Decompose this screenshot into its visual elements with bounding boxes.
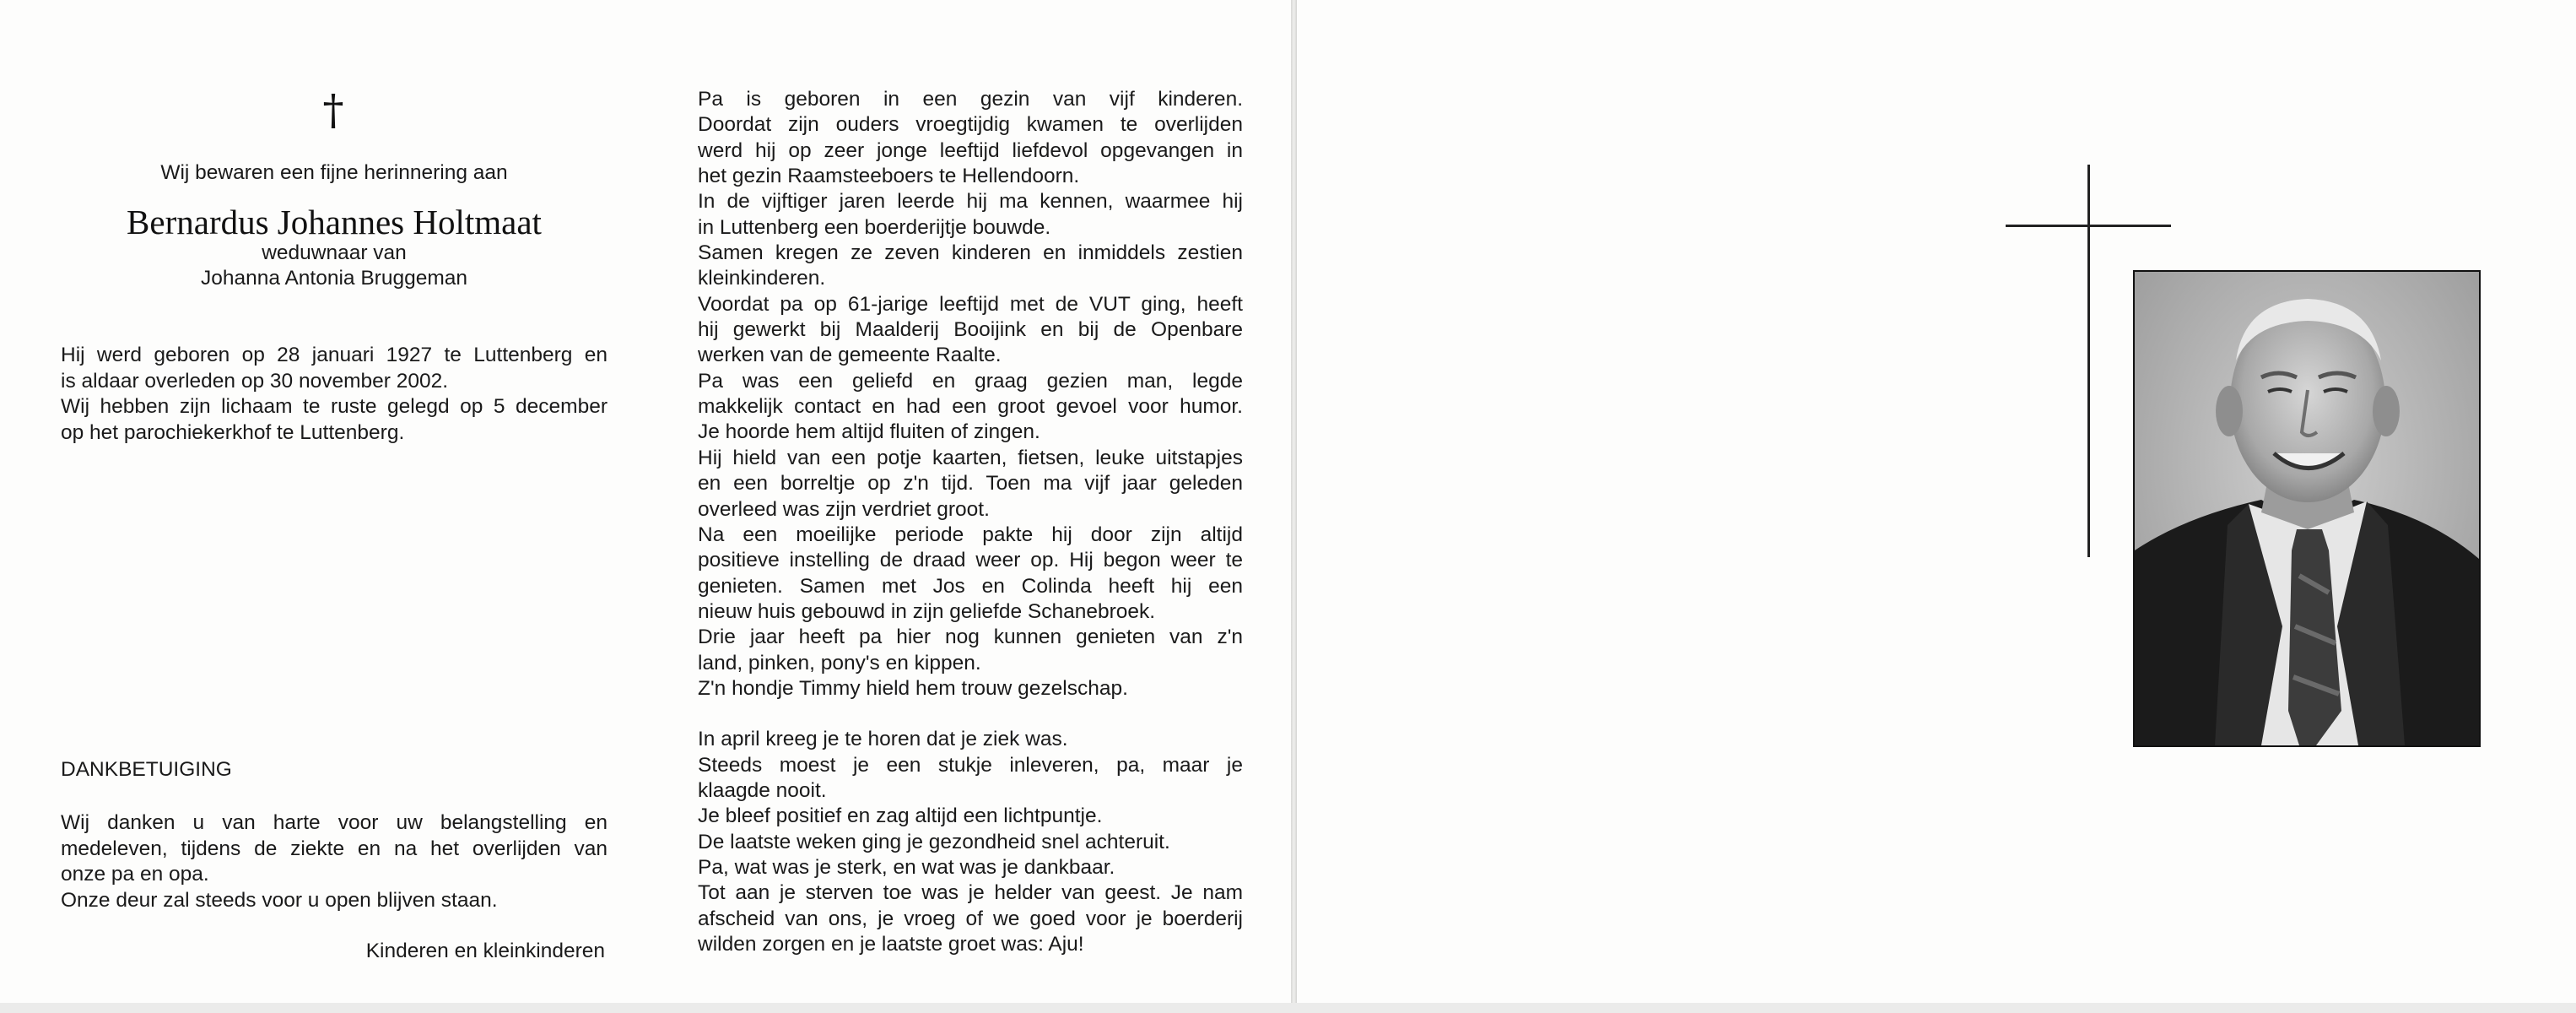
bio-line: makkelijk contact en had een groot gevoel voor humor. [698, 395, 1243, 419]
birth-line: is aldaar overleden op 30 november 2002. [61, 369, 449, 393]
bio-line: Hij hield van een potje kaarten, fietsen, leuke uitstapjes [698, 446, 1243, 469]
farewell-line: Pa, wat was je sterk, en wat was je dankbaar. [698, 855, 1115, 879]
thanks-line: Onze deur zal steeds voor u open blijven staan. [61, 888, 498, 912]
bio-line: werken van de gemeente Raalte. [698, 344, 1002, 367]
thanks-heading: DANKBETUIGING [61, 758, 232, 781]
bio-line: Samen kregen ze zeven kinderen en inmiddels zestien [698, 241, 1243, 265]
page-fold [1291, 0, 1297, 1013]
thanks-line: onze pa en opa. [61, 863, 209, 886]
farewell-line: In april kreeg je te horen dat je ziek was. [698, 728, 1068, 751]
bottom-edge [0, 1003, 2576, 1013]
bio-line: genieten. Samen met Jos en Colinda heeft hij een [698, 574, 1243, 598]
deceased-name: Bernardus Johannes Holtmaat [127, 203, 542, 241]
bio-line: Pa is geboren in een gezin van vijf kinderen. [698, 88, 1243, 111]
farewell-line: afscheid van ons, je vroeg of we goed voor je boerderij [698, 907, 1243, 930]
bio-line: Z'n hondje Timmy hield hem trouw gezelschap. [698, 676, 1128, 700]
bio-line: Drie jaar heeft pa hier nog kunnen genieten van z'n [698, 626, 1243, 649]
farewell-line: Steeds moest je een stukje inleveren, pa, maar je [698, 753, 1243, 777]
portrait-photo [2133, 270, 2481, 747]
spouse-prefix: weduwnaar van [262, 241, 407, 264]
bio-line: hij gewerkt bij Maalderij Booijink en bij de Openbare [698, 318, 1243, 342]
spouse-name: Johanna Antonia Bruggeman [200, 267, 468, 290]
birth-line: Hij werd geboren op 28 januari 1927 te Luttenberg en [61, 344, 608, 366]
bio-line: Pa was een geliefd en graag gezien man, legde [698, 369, 1243, 393]
portrait-icon [2135, 272, 2479, 745]
farewell-line: De laatste weken ging je gezondheid snel achteruit. [698, 830, 1170, 853]
bio-line: Je hoorde hem altijd fluiten of zingen. [698, 420, 1040, 444]
biography [698, 87, 1243, 957]
thanks-line: medeleven, tijdens de ziekte en na het overlijden van [61, 837, 608, 860]
bio-line: Doordat zijn ouders vroegtijdig kwamen te overlijden [698, 113, 1243, 137]
birth-line: Wij hebben zijn lichaam te ruste gelegd op 5 december [61, 395, 608, 418]
bio-line: land, pinken, pony's en kippen. [698, 651, 981, 674]
bio-line: werd hij op zeer jonge leeftijd liefdevol opgevangen in [698, 138, 1243, 162]
bio-line: nieuw huis gebouwd in zijn geliefde Schanebroek. [698, 599, 1156, 623]
bio-line: overleed was zijn verdriet groot. [698, 497, 990, 521]
intro-text: Wij bewaren een fijne herinnering aan [160, 161, 508, 184]
bio-line: Voordat pa op 61-jarige leeftijd met de VUT ging, heeft [698, 292, 1243, 316]
signature: Kinderen en kleinkinderen [365, 940, 605, 962]
farewell-line: klaagde nooit. [698, 778, 827, 802]
cross-vertical-bar [2087, 165, 2090, 557]
bio-line: en een borreltje op z'n tijd. Toen ma vijf jaar geleden [698, 472, 1243, 496]
birth-line: op het parochiekerkhof te Luttenberg. [61, 420, 405, 444]
bio-line: Na een moeilijke periode pakte hij door zijn altijd [698, 523, 1243, 546]
bio-line: kleinkinderen. [698, 267, 826, 290]
farewell-line: wilden zorgen en je laatste groet was: Aju! [698, 933, 1084, 956]
paragraph-gap [698, 702, 1243, 727]
farewell-line: Je bleef positief en zag altijd een lichtpuntje. [698, 804, 1103, 828]
thanks-paragraph [61, 810, 608, 913]
cross-icon: † [322, 85, 344, 134]
bio-line: positieve instelling de draad weer op. Hij begon weer te [698, 549, 1243, 572]
bio-line: In de vijftiger jaren leerde hij ma kennen, waarmee hij [698, 190, 1243, 214]
bio-line: het gezin Raamsteeboers te Hellendoorn. [698, 165, 1080, 188]
spouse-block [61, 241, 608, 291]
thanks-line: Wij danken u van harte voor uw belangstelling en [61, 811, 608, 834]
birth-death-paragraph [61, 343, 608, 446]
cross-horizontal-bar [2006, 225, 2171, 227]
farewell-line: Tot aan je sterven toe was je helder van geest. Je nam [698, 881, 1243, 905]
bio-line: in Luttenberg een boerderijtje bouwde. [698, 215, 1051, 239]
